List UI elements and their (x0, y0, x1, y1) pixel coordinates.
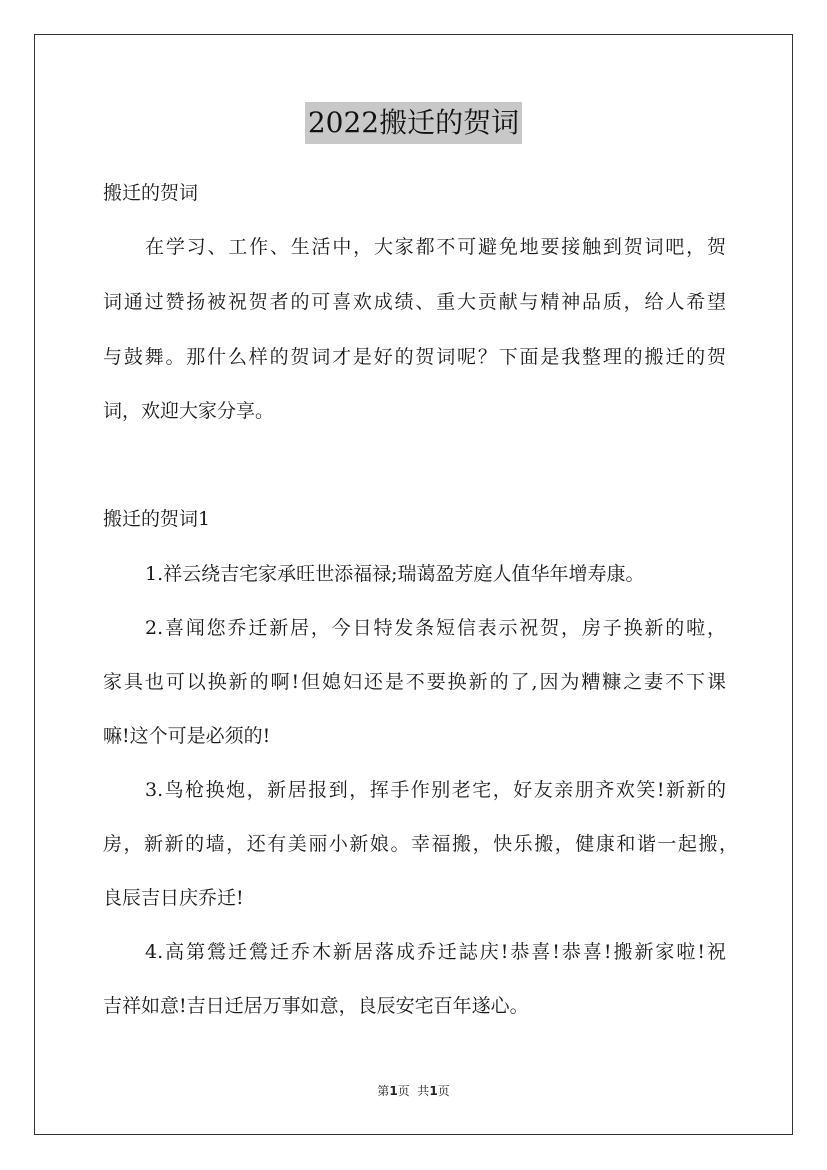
footer-prefix: 第 (377, 1084, 390, 1098)
item-line-4: 嘛!这个可是必须的! (103, 725, 271, 747)
footer-mid: 页 共 (397, 1084, 430, 1098)
subtitle: 搬迁的贺词 (103, 182, 199, 204)
footer-suffix: 页 (437, 1084, 450, 1098)
item-line-9: 吉祥如意!吉日迁居万事如意，良辰安宅百年遂心。 (103, 995, 529, 1017)
item-line-8: 4.高第鶯迁鶯迁乔木新居落成乔迁誌庆!恭喜!恭喜!搬新家啦!祝 (145, 941, 726, 963)
document-title: 2022搬迁的贺词 (305, 102, 522, 144)
item-line-6: 房，新新的墙，还有美丽小新娘。幸福搬，快乐搬，健康和谐一起搬， (103, 833, 738, 855)
intro-line-2: 词通过赞扬被祝贺者的可喜欢成绩、重大贡献与精神品质，给人希望 (103, 291, 726, 313)
page-footer (0, 1083, 827, 1099)
intro-line-3: 与鼓舞。那什么样的贺词才是好的贺词呢？下面是我整理的搬迁的贺 (103, 346, 726, 368)
document-title-wrap (0, 102, 827, 144)
item-line-1: 1.祥云绕吉宅家承旺世添福禄;瑞蔼盈芳庭人值华年增寿康。 (145, 563, 645, 585)
item-line-2: 2.喜闻您乔迁新居，今日特发条短信表示祝贺，房子换新的啦， (145, 617, 726, 639)
section-heading: 搬迁的贺词1 (103, 508, 211, 530)
intro-line-4: 词，欢迎大家分享。 (103, 400, 275, 422)
intro-line-1: 在学习、工作、生活中，大家都不可避免地要接触到贺词吧，贺 (145, 236, 726, 258)
item-line-7: 良辰吉日庆乔迁! (103, 887, 244, 909)
item-line-3: 家具也可以换新的啊!但媳妇还是不要换新的了,因为糟糠之妻不下课 (103, 671, 726, 693)
footer-page-number: 1 (389, 1084, 398, 1098)
footer-page-total: 1 (429, 1084, 438, 1098)
item-line-5: 3.鸟枪换炮，新居报到，挥手作别老宅，好友亲朋齐欢笑!新新的 (145, 779, 726, 801)
